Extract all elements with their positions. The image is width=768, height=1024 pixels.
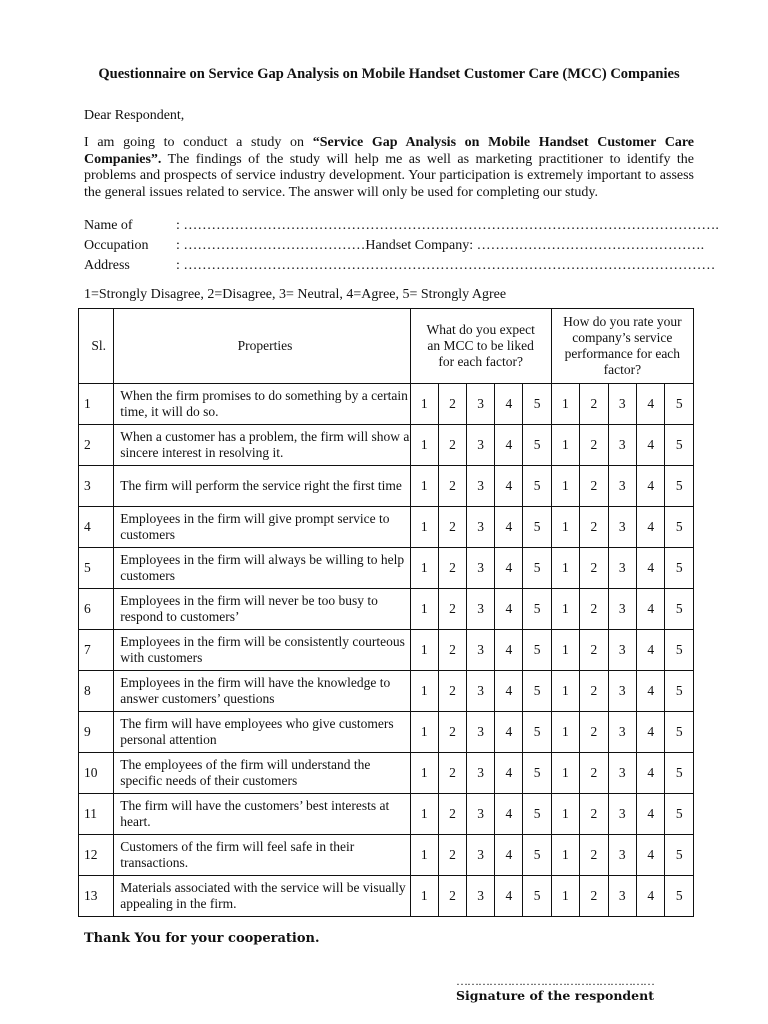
row-property: When a customer has a problem, the firm will show a sincere interest in resolving it. — [114, 425, 410, 466]
expect-option-2[interactable]: 2 — [438, 466, 466, 507]
table-row — [79, 671, 694, 712]
expect-option-3[interactable]: 3 — [467, 466, 495, 507]
rate-option-2[interactable]: 2 — [580, 466, 608, 507]
expect-option-4[interactable]: 4 — [495, 466, 523, 507]
rate-option-5[interactable]: 5 — [665, 466, 694, 507]
row-sl: 8 — [79, 671, 114, 712]
row-sl: 1 — [79, 384, 114, 425]
rate-option-4[interactable]: 4 — [637, 794, 665, 835]
header-properties: Properties — [114, 309, 410, 384]
expect-option-1[interactable]: 1 — [410, 466, 438, 507]
rate-option-2[interactable]: 2 — [580, 753, 608, 794]
rate-option-5[interactable]: 5 — [665, 794, 694, 835]
row-property: The firm will perform the service right the first time — [114, 466, 410, 507]
expect-option-2[interactable]: 2 — [438, 753, 466, 794]
expect-option-3[interactable]: 3 — [467, 794, 495, 835]
table-row — [79, 835, 694, 876]
table-row — [79, 384, 694, 425]
table-row — [79, 753, 694, 794]
rate-option-4[interactable]: 4 — [637, 507, 665, 548]
rate-option-3[interactable]: 3 — [608, 384, 636, 425]
rate-option-3[interactable]: 3 — [608, 671, 636, 712]
row-sl: 3 — [79, 466, 114, 507]
rate-option-3[interactable]: 3 — [608, 466, 636, 507]
expect-option-4[interactable]: 4 — [495, 753, 523, 794]
rate-option-2[interactable]: 2 — [580, 589, 608, 630]
expect-option-5[interactable]: 5 — [523, 507, 551, 548]
rate-option-5[interactable]: 5 — [665, 589, 694, 630]
rate-option-4[interactable]: 4 — [637, 671, 665, 712]
rate-option-2[interactable]: 2 — [580, 671, 608, 712]
page-title: Questionnaire on Service Gap Analysis on Mobile Handset Customer Care (MCC) Companies — [98, 66, 680, 82]
expect-option-4[interactable]: 4 — [495, 794, 523, 835]
row-sl: 2 — [79, 425, 114, 466]
row-property: Employees in the firm will be consistently courteous with customers — [114, 630, 410, 671]
expect-option-1[interactable]: 1 — [410, 425, 438, 466]
rate-option-4[interactable]: 4 — [637, 548, 665, 589]
expect-option-4[interactable]: 4 — [495, 876, 523, 917]
rate-option-3[interactable]: 3 — [608, 548, 636, 589]
expect-option-2[interactable]: 2 — [438, 794, 466, 835]
row-property: Customers of the firm will feel safe in their transactions. — [114, 835, 410, 876]
row-sl: 5 — [79, 548, 114, 589]
expect-option-1[interactable]: 1 — [410, 548, 438, 589]
row-sl: 6 — [79, 589, 114, 630]
rate-option-2[interactable]: 2 — [580, 630, 608, 671]
rate-option-4[interactable]: 4 — [637, 712, 665, 753]
address-label: Address — [84, 258, 130, 273]
rate-option-1[interactable]: 1 — [551, 589, 579, 630]
expect-option-5[interactable]: 5 — [523, 425, 551, 466]
expect-option-1[interactable]: 1 — [410, 835, 438, 876]
header-expect — [410, 309, 551, 384]
rate-option-2[interactable]: 2 — [580, 548, 608, 589]
row-sl: 9 — [79, 712, 114, 753]
row-sl: 10 — [79, 753, 114, 794]
rate-option-3[interactable]: 3 — [608, 630, 636, 671]
address-field-row — [84, 256, 716, 276]
expect-option-3[interactable]: 3 — [467, 589, 495, 630]
respondent-fields — [84, 216, 719, 276]
row-property: When the firm promises to do something by a certain time, it will do so. — [114, 384, 410, 425]
row-sl: 7 — [79, 630, 114, 671]
expect-option-2[interactable]: 2 — [438, 384, 466, 425]
expect-option-5[interactable]: 5 — [523, 835, 551, 876]
rate-option-2[interactable]: 2 — [580, 876, 608, 917]
rate-option-2[interactable]: 2 — [580, 507, 608, 548]
expect-option-3[interactable]: 3 — [467, 835, 495, 876]
table-row — [79, 589, 694, 630]
expect-option-3[interactable]: 3 — [467, 425, 495, 466]
rate-option-3[interactable]: 3 — [608, 876, 636, 917]
rate-option-1[interactable]: 1 — [551, 876, 579, 917]
rate-option-3[interactable]: 3 — [608, 507, 636, 548]
expect-option-5[interactable]: 5 — [523, 589, 551, 630]
expect-option-4[interactable]: 4 — [495, 589, 523, 630]
expect-option-3[interactable]: 3 — [467, 753, 495, 794]
row-sl: 11 — [79, 794, 114, 835]
questionnaire-table — [78, 308, 694, 917]
rate-option-5[interactable]: 5 — [665, 753, 694, 794]
expect-option-4[interactable]: 4 — [495, 384, 523, 425]
rate-option-1[interactable]: 1 — [551, 384, 579, 425]
table-header-row — [79, 309, 694, 384]
expect-option-3[interactable]: 3 — [467, 671, 495, 712]
row-property: The firm will have the customers’ best interests at heart. — [114, 794, 410, 835]
table-row — [79, 712, 694, 753]
row-property: Materials associated with the service will be visually appealing in the firm. — [114, 876, 410, 917]
expect-option-2[interactable]: 2 — [438, 835, 466, 876]
signature-label: Signature of the respondent — [456, 988, 654, 1003]
rate-option-1[interactable]: 1 — [551, 548, 579, 589]
rate-option-4[interactable]: 4 — [637, 753, 665, 794]
rate-option-1[interactable]: 1 — [551, 425, 579, 466]
row-sl: 12 — [79, 835, 114, 876]
expect-option-5[interactable]: 5 — [523, 630, 551, 671]
expect-option-3[interactable]: 3 — [467, 548, 495, 589]
name-field-row — [84, 216, 719, 236]
expect-option-4[interactable]: 4 — [495, 507, 523, 548]
expect-option-5[interactable]: 5 — [523, 548, 551, 589]
rate-option-3[interactable]: 3 — [608, 835, 636, 876]
expect-option-3[interactable]: 3 — [467, 507, 495, 548]
rate-option-5[interactable]: 5 — [665, 425, 694, 466]
row-property: Employees in the firm will give prompt service to customers — [114, 507, 410, 548]
rate-option-3[interactable]: 3 — [608, 425, 636, 466]
occupation-field-row — [84, 236, 705, 256]
rate-option-5[interactable]: 5 — [665, 384, 694, 425]
rate-option-1[interactable]: 1 — [551, 753, 579, 794]
rate-option-1[interactable]: 1 — [551, 712, 579, 753]
expect-option-2[interactable]: 2 — [438, 712, 466, 753]
expect-option-1[interactable]: 1 — [410, 671, 438, 712]
row-property: Employees in the firm will always be willing to help customers — [114, 548, 410, 589]
table-row — [79, 507, 694, 548]
rate-option-5[interactable]: 5 — [665, 507, 694, 548]
rate-option-4[interactable]: 4 — [637, 835, 665, 876]
expect-option-2[interactable]: 2 — [438, 548, 466, 589]
rate-option-3[interactable]: 3 — [608, 589, 636, 630]
greeting: Dear Respondent, — [84, 108, 185, 123]
table-row — [79, 794, 694, 835]
rate-option-2[interactable]: 2 — [580, 384, 608, 425]
intro-lead: I am going to conduct a study on — [84, 135, 313, 150]
table-row — [79, 548, 694, 589]
expect-option-2[interactable]: 2 — [438, 589, 466, 630]
expect-option-5[interactable]: 5 — [523, 876, 551, 917]
rate-option-4[interactable]: 4 — [637, 589, 665, 630]
table-row — [79, 876, 694, 917]
expect-option-5[interactable]: 5 — [523, 712, 551, 753]
study-name: “Service Gap Analysis on Mobile Handset Customer Care Companies”. — [84, 135, 694, 167]
rate-option-1[interactable]: 1 — [551, 630, 579, 671]
intro-rest: The findings of the study will help me as well as marketing practitioner to identify the problems and prospects of service industry development. Your participation is extremely important to assess the general issues related to service. The answer will only be used for completing our study. — [84, 151, 694, 200]
rate-option-1[interactable]: 1 — [551, 671, 579, 712]
expect-option-1[interactable]: 1 — [410, 589, 438, 630]
expect-option-5[interactable]: 5 — [523, 753, 551, 794]
table-row — [79, 466, 694, 507]
expect-option-2[interactable]: 2 — [438, 507, 466, 548]
scale-legend: 1=Strongly Disagree, 2=Disagree, 3= Neutral, 4=Agree, 5= Strongly Agree — [84, 287, 507, 302]
expect-option-1[interactable]: 1 — [410, 630, 438, 671]
expect-option-1[interactable]: 1 — [410, 507, 438, 548]
row-property: Employees in the firm will never be too busy to respond to customers’ — [114, 589, 410, 630]
rate-option-1[interactable]: 1 — [551, 794, 579, 835]
expect-option-2[interactable]: 2 — [438, 630, 466, 671]
expect-option-4[interactable]: 4 — [495, 630, 523, 671]
expect-option-5[interactable]: 5 — [523, 671, 551, 712]
rate-option-4[interactable]: 4 — [637, 466, 665, 507]
expect-option-1[interactable]: 1 — [410, 384, 438, 425]
expect-option-5[interactable]: 5 — [523, 384, 551, 425]
rate-option-1[interactable]: 1 — [551, 835, 579, 876]
rate-option-1[interactable]: 1 — [551, 466, 579, 507]
rate-option-4[interactable]: 4 — [637, 384, 665, 425]
expect-option-4[interactable]: 4 — [495, 425, 523, 466]
rate-option-5[interactable]: 5 — [665, 835, 694, 876]
name-field[interactable]: : ……………………………………………………………………………………………………. — [176, 218, 719, 233]
rate-option-5[interactable]: 5 — [665, 630, 694, 671]
table-row — [79, 425, 694, 466]
rate-option-4[interactable]: 4 — [637, 425, 665, 466]
expect-option-1[interactable]: 1 — [410, 712, 438, 753]
name-label: Name of — [84, 218, 133, 233]
rate-option-3[interactable]: 3 — [608, 712, 636, 753]
row-property: The employees of the firm will understand the specific needs of their customers — [114, 753, 410, 794]
expect-option-2[interactable]: 2 — [438, 876, 466, 917]
expect-option-4[interactable]: 4 — [495, 671, 523, 712]
expect-option-5[interactable]: 5 — [523, 466, 551, 507]
rate-option-2[interactable]: 2 — [580, 794, 608, 835]
expect-option-3[interactable]: 3 — [467, 630, 495, 671]
expect-option-4[interactable]: 4 — [495, 712, 523, 753]
row-sl: 4 — [79, 507, 114, 548]
rate-option-5[interactable]: 5 — [665, 671, 694, 712]
occupation-field[interactable]: : …………………………………Handset Company: …………………………………………. — [176, 238, 705, 253]
header-sl: Sl. — [79, 309, 114, 384]
rate-option-3[interactable]: 3 — [608, 794, 636, 835]
address-field[interactable]: : …………………………………………………………………………………………………… — [176, 258, 716, 273]
header-rate-text: How do you rate your company’s service performance for each factor? — [563, 314, 682, 377]
intro-paragraph — [84, 135, 694, 201]
occupation-label: Occupation — [84, 238, 149, 253]
expect-option-4[interactable]: 4 — [495, 835, 523, 876]
expect-option-3[interactable]: 3 — [467, 712, 495, 753]
header-expect-text: What do you expect an MCC to be liked for each factor? — [426, 322, 535, 369]
rate-option-2[interactable]: 2 — [580, 712, 608, 753]
table-row — [79, 630, 694, 671]
rate-option-1[interactable]: 1 — [551, 507, 579, 548]
thank-you-note: Thank You for your cooperation. — [84, 931, 320, 946]
expect-option-1[interactable]: 1 — [410, 794, 438, 835]
rate-option-2[interactable]: 2 — [580, 425, 608, 466]
row-sl: 13 — [79, 876, 114, 917]
expect-option-1[interactable]: 1 — [410, 753, 438, 794]
expect-option-2[interactable]: 2 — [438, 671, 466, 712]
expect-option-5[interactable]: 5 — [523, 794, 551, 835]
rate-option-5[interactable]: 5 — [665, 876, 694, 917]
expect-option-3[interactable]: 3 — [467, 384, 495, 425]
expect-option-2[interactable]: 2 — [438, 425, 466, 466]
rate-option-5[interactable]: 5 — [665, 712, 694, 753]
expect-option-4[interactable]: 4 — [495, 548, 523, 589]
rate-option-2[interactable]: 2 — [580, 835, 608, 876]
table-body — [79, 384, 694, 917]
header-rate — [551, 309, 693, 384]
row-property: The firm will have employees who give customers personal attention — [114, 712, 410, 753]
rate-option-4[interactable]: 4 — [637, 630, 665, 671]
rate-option-4[interactable]: 4 — [637, 876, 665, 917]
expect-option-3[interactable]: 3 — [467, 876, 495, 917]
row-property: Employees in the firm will have the knowledge to answer customers’ questions — [114, 671, 410, 712]
expect-option-1[interactable]: 1 — [410, 876, 438, 917]
rate-option-5[interactable]: 5 — [665, 548, 694, 589]
signature-line[interactable]: ……………………………………………… — [456, 974, 654, 988]
rate-option-3[interactable]: 3 — [608, 753, 636, 794]
